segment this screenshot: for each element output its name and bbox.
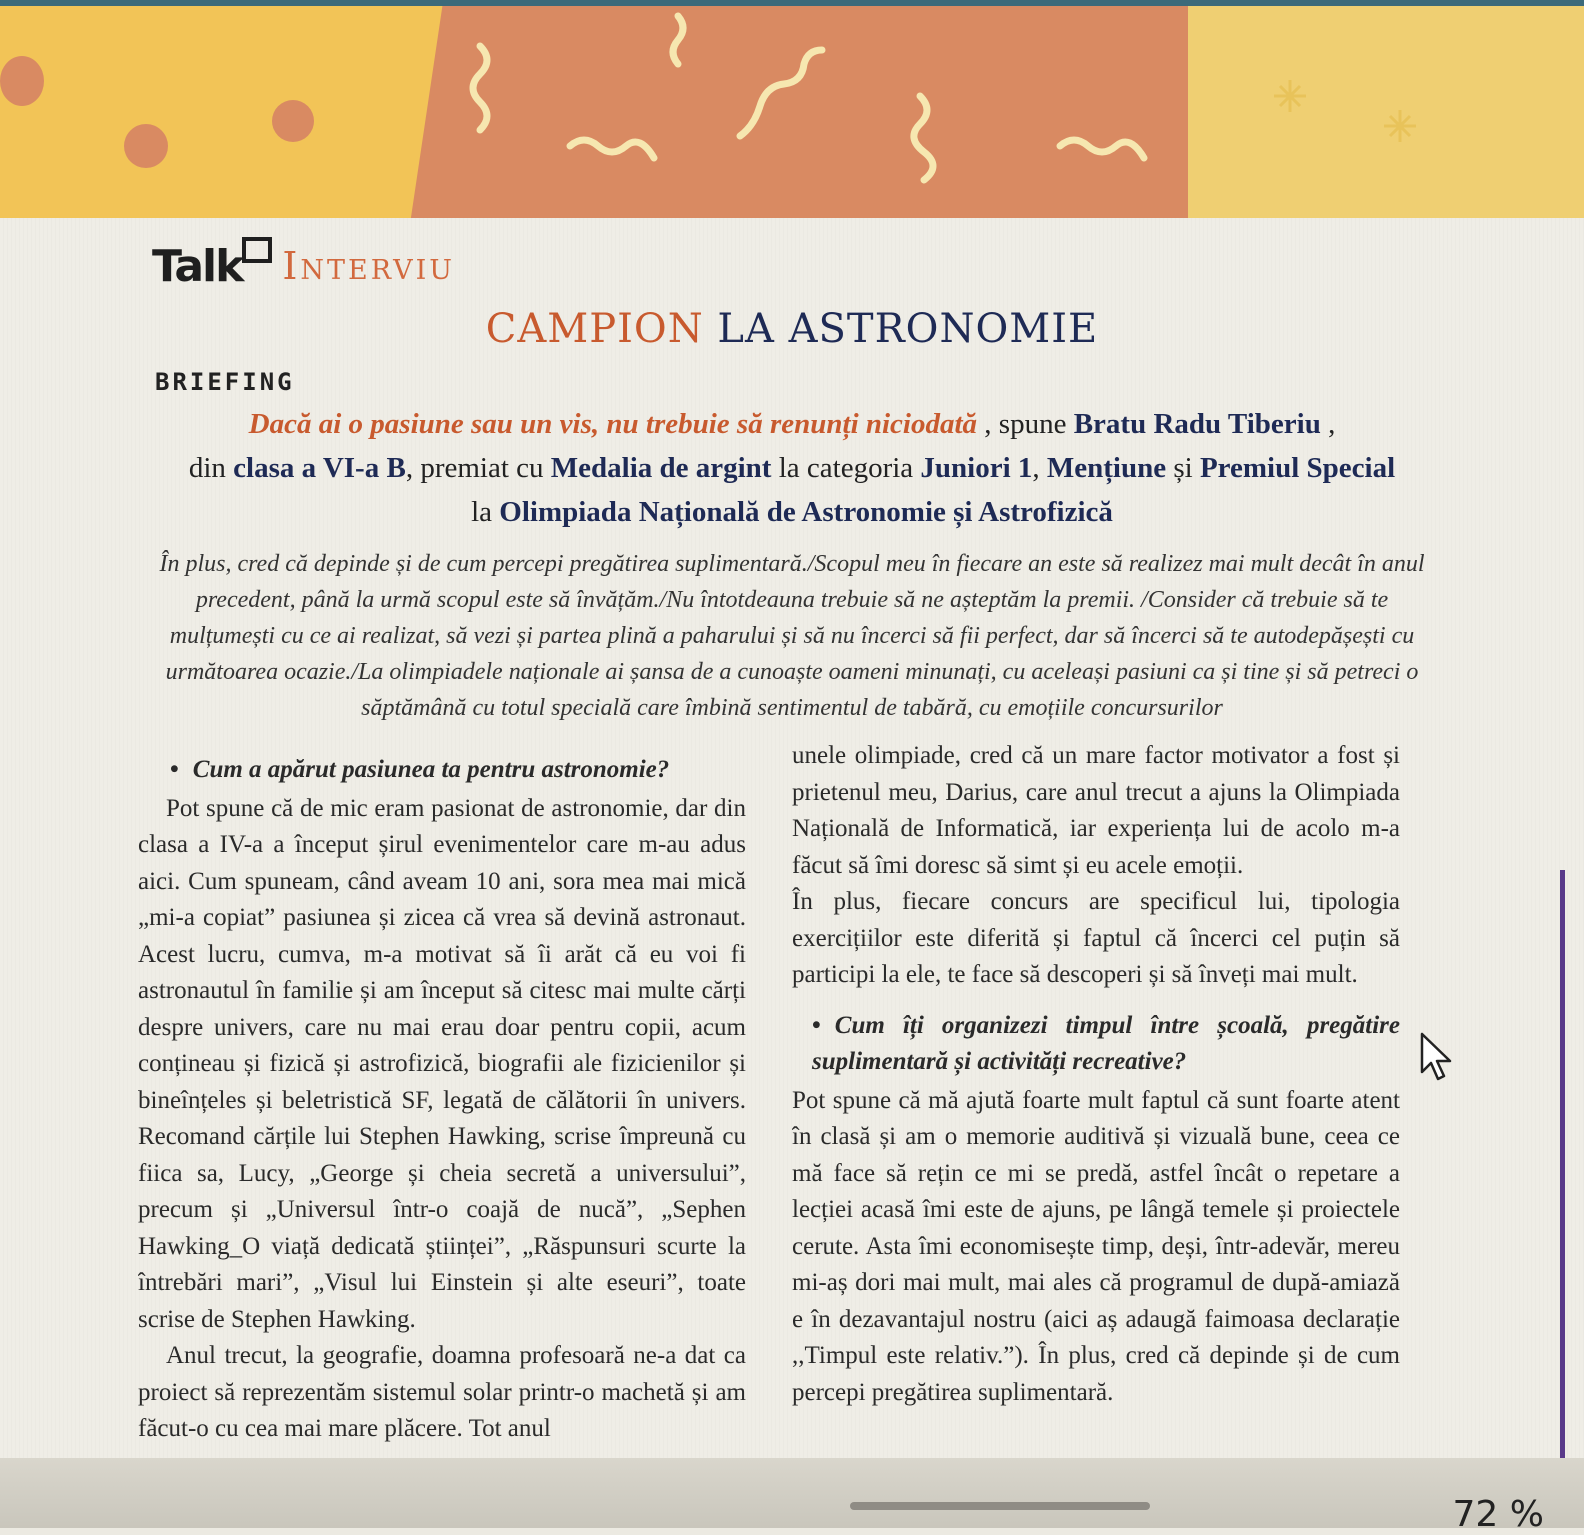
lead-text: din <box>188 452 234 484</box>
answer-paragraph: Anul trecut, la geografie, doamna profesoară ne-a dat ca proiect să reprezentăm sistemul solar printr-o machetă și am făcut-o cu cea mai mare plăcere. Tot anul <box>138 1342 746 1442</box>
pull-quote: În plus, cred că depinde și de cum percepi pregătirea suplimentară./Scopul meu în fiecare an este să realizez mai mult decât în anul precedent, până la urmă scopul este să învățăm./Nu întotdeauna trebuie să ne așteptăm la premii. /Consider că trebuie să te mulțumești cu ce ai realizat, să vezi și partea plină a paharului și să nu încerci să fii perfect, dar să încerci să te autodepășești cu următoarea ocazie./La olimpiadele naționale ai șansa de a cunoaște oameni minunați, cu aceleași pasiuni ca și tine și să petreci o săptămână cu totul specială care îmbină sentimentul de tabără, cu emoțiile concursurilor <box>159 551 1425 721</box>
viewer-bottom-bar <box>0 1458 1584 1528</box>
horizontal-scrollbar[interactable] <box>850 1502 1150 1510</box>
answer-paragraph: Pot spune că de mic eram pasionat de astronomie, dar din clasa a IV-a a început șirul evenimentelor care m-au adus aici. Cum spuneam, când aveam 10 ani, sora mea mai mică „mi-a copiat” pasiunea și zicea că vrea să devină astronaut. Acest lucru, cumva, m-a motivat să îi arăt că eu voi fi astronautul în familie și am început să citesc mai multe cărți despre univers, care nu mai erau doar pentru copii, acum conțineau și fizică și astrofizică, biografii ale fizicienilor și bineînțeles și beletristică SF, legată de călătorii în univers. Recomand cărțile lui Stephen Hawking, scrise împreună cu fiica sa, Lucy, „George și cheia secretă a universului”, precum și „Universul într-o coajă de nucă”, „Sephen Hawking_O viață dedicată științei”, „Răspunsuri scurte la întrebări mari”, „Visul lui Einstein și alte eseuri”, toate scrise de Stephen Hawking. <box>138 794 746 1333</box>
section-header <box>152 236 455 296</box>
lead-text: , premiat cu <box>405 452 551 484</box>
section-label: Interviu <box>282 244 456 288</box>
lead-class: clasa a VI-a B <box>233 452 406 484</box>
title-part-1: CAMPION <box>485 306 704 352</box>
decorative-banner <box>0 0 1584 218</box>
right-column <box>792 738 1400 1454</box>
lead-olympiad: Olimpiada Națională de Astronomie și Astrofizică <box>499 496 1113 528</box>
answer-paragraph: În plus, fiecare concurs are specificul lui, tipologia exercițiilor este diferită și faptul că încerci cel puțin să participi la ele, te face să descoperi și să înveți mai mult. <box>792 888 1400 988</box>
lead-text: și <box>1166 452 1200 484</box>
talk-logo <box>152 241 242 292</box>
banner-squiggles <box>0 6 1584 218</box>
interview-question-1: • Cum a apărut pasiunea ta pentru astronomie? <box>138 752 746 789</box>
answer-paragraph: unele olimpiade, cred că un mare factor motivator a fost și prietenul meu, Darius, care anul trecut a ajuns la Olimpiada Națională de Informatică, iar experiența lui de acolo m-a făcut să îmi doresc să simt și eu acele emoții. <box>792 742 1400 879</box>
mouse-cursor-icon <box>1420 1032 1454 1082</box>
lead-student-name: Bratu Radu Tiberiu <box>1073 408 1321 440</box>
lead-text: , <box>1032 452 1047 484</box>
talk-logo-text: Talk <box>152 240 243 292</box>
lead-mention: Mențiune <box>1046 452 1167 484</box>
lead-medal: Medalia de argint <box>550 452 772 484</box>
zoom-level[interactable]: 72 % <box>1452 1494 1544 1535</box>
lead-motto: Dacă ai o pasiune sau un vis, nu trebuie să renunți niciodată <box>248 408 978 440</box>
left-column <box>138 752 746 1452</box>
answer-paragraph: Pot spune că mă ajută foarte mult faptul că sunt foarte atent în clasă și am o memorie auditivă și vizuală bune, ceea ce mă face să rețin ce mi se predă, astfel încât o repetare a lecției acasă îmi este de ajuns, pe lângă temele și proiectele cerute. Asta îmi economisește timp, deși, într-adevăr, mereu mi-aș dori mai mult, mai ales că programul de după-amiază e în dezavantajul nostru (aici aș adaugă faimoasa declarație ,,Timpul este relativ.”). În plus, cred că depinde și de cum percepi pregătirea suplimentară. <box>792 1086 1400 1406</box>
title-part-2: LA ASTRONOMIE <box>703 306 1099 352</box>
interview-question-2: • Cum îți organizezi timpul între școală, pregătire suplimentară și activități recreative? <box>792 1008 1400 1081</box>
speech-bubble-icon <box>242 237 272 263</box>
lead-text: la categoria <box>771 452 921 484</box>
lead-text: , spune <box>977 408 1074 440</box>
right-margin-rule <box>1560 870 1565 1470</box>
lead-category: Juniori 1 <box>920 452 1033 484</box>
lead-special-prize: Premiul Special <box>1199 452 1396 484</box>
briefing-label: BRIEFING <box>155 368 295 396</box>
lead-paragraph <box>140 402 1444 534</box>
lead-text: la <box>471 496 500 528</box>
lead-text: , <box>1320 408 1336 440</box>
article-title <box>0 306 1584 352</box>
